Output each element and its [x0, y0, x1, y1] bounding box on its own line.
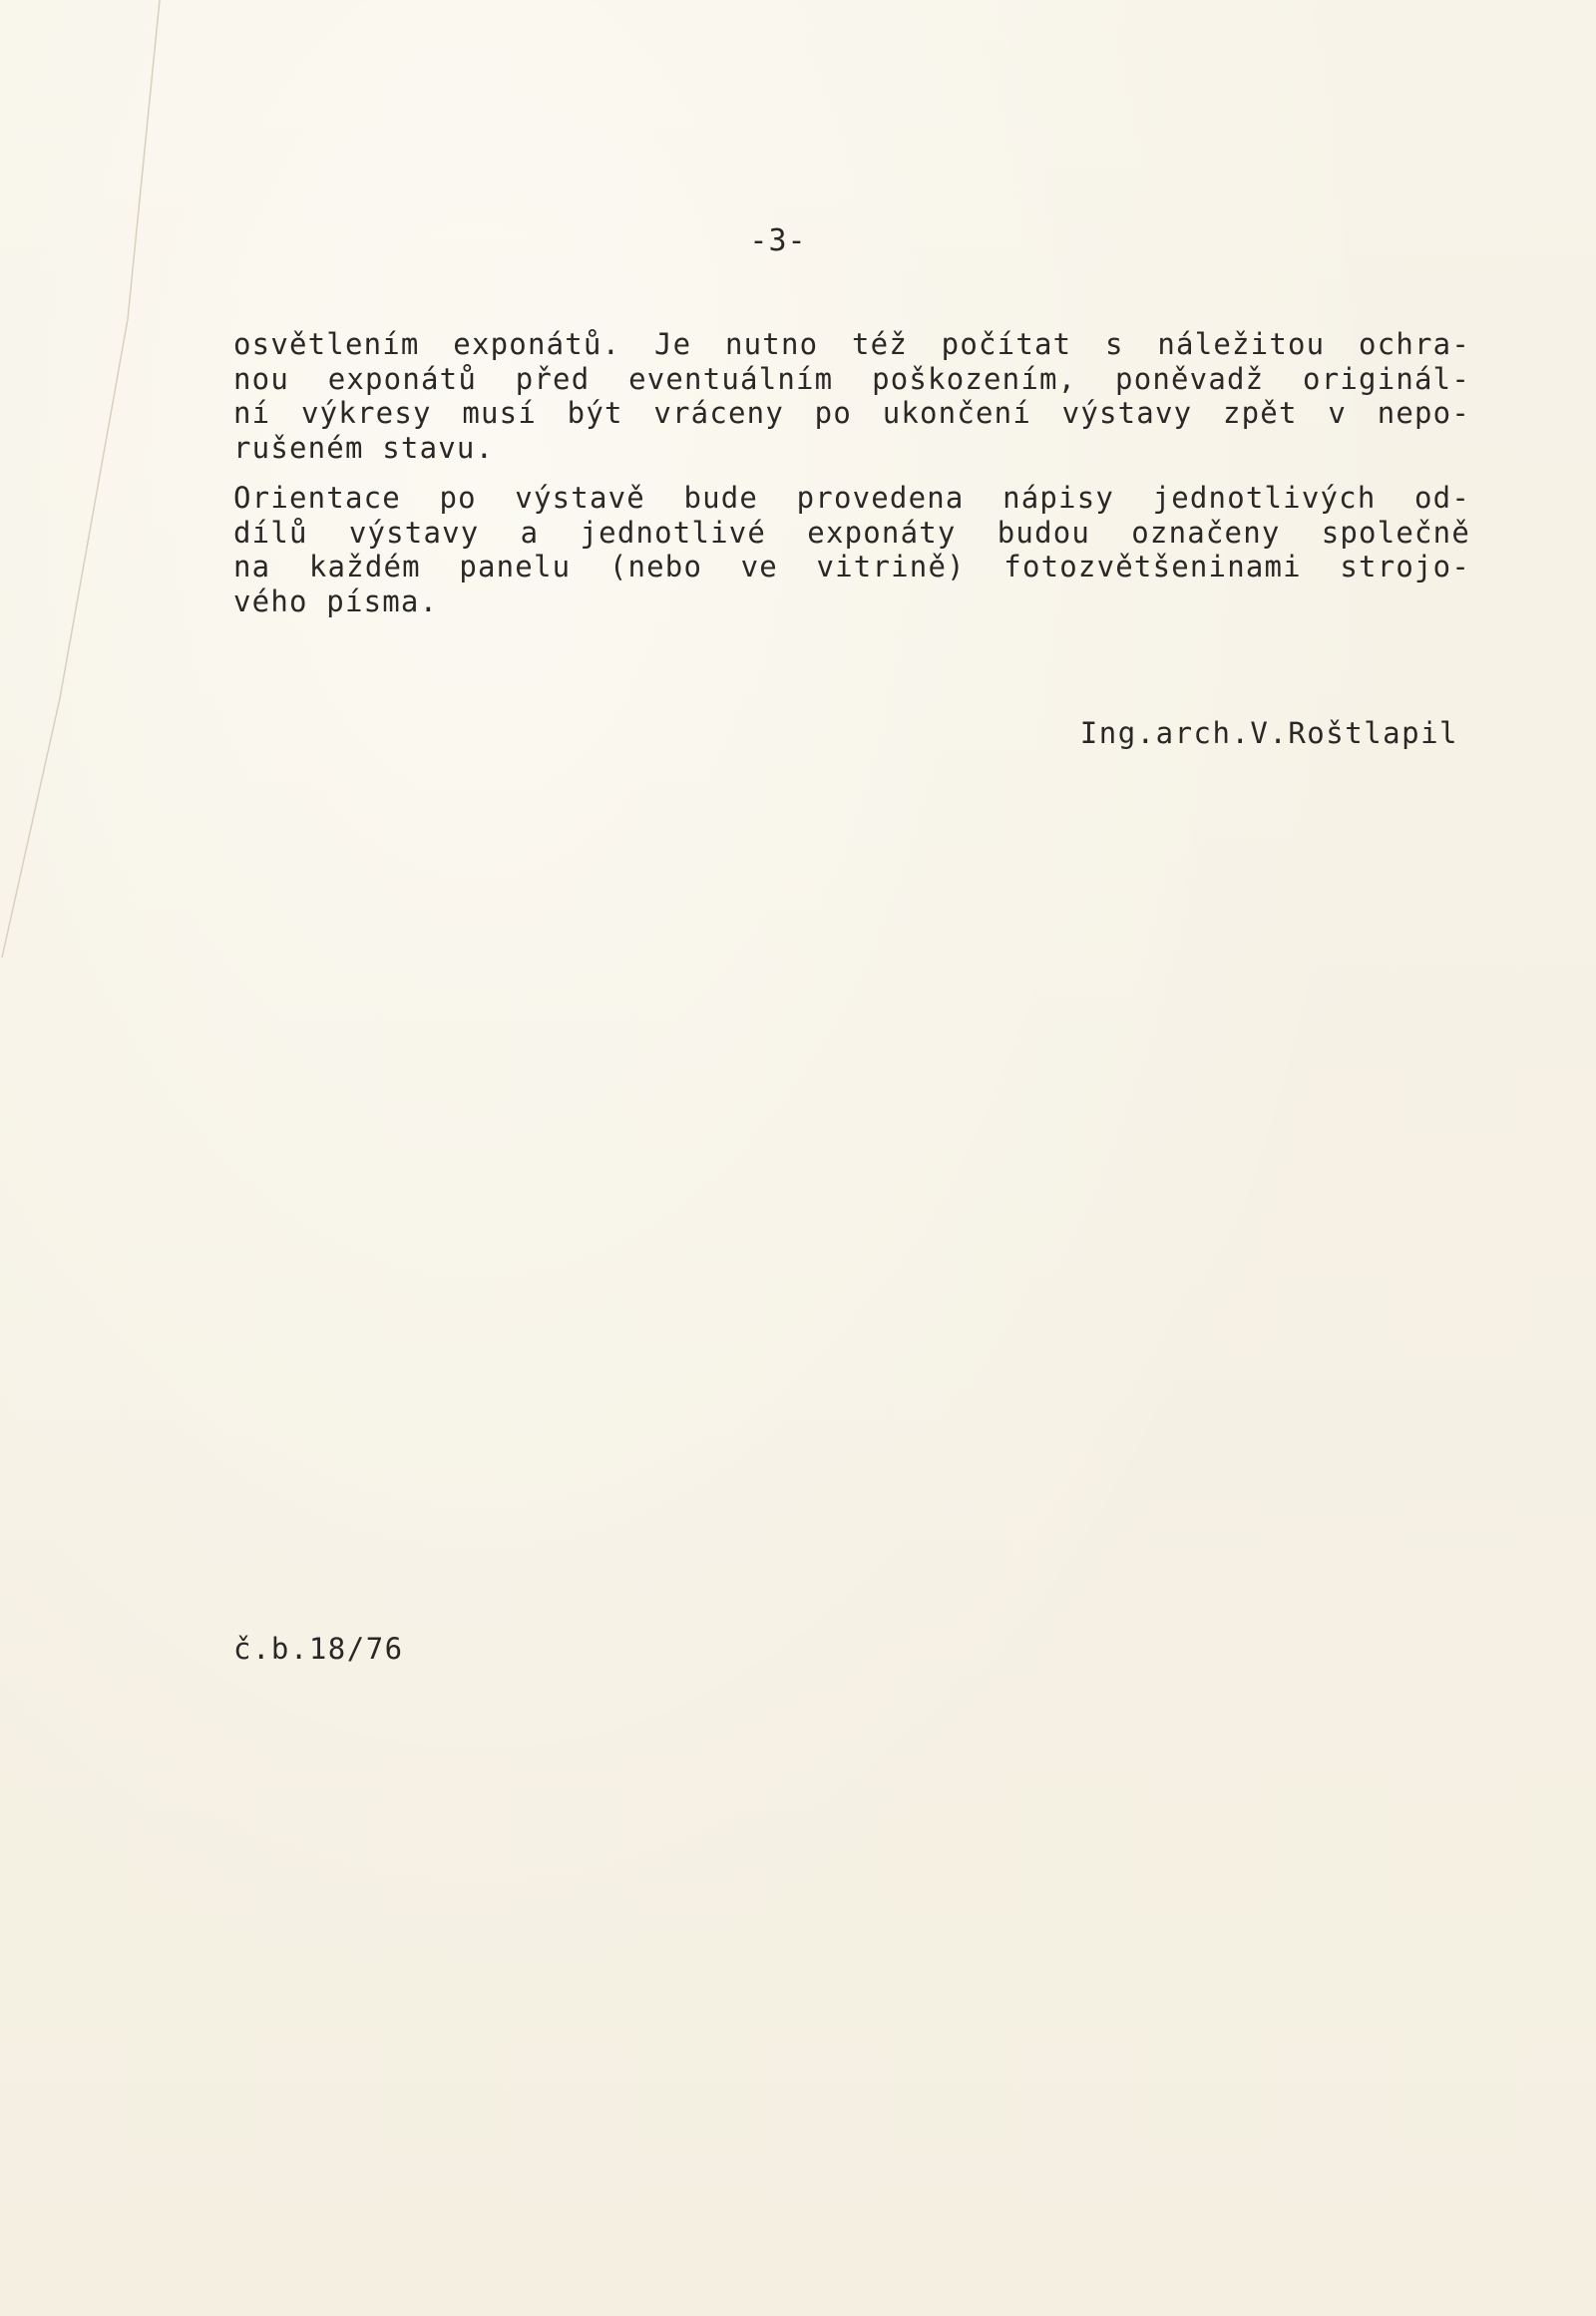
- paragraph-line: na každém panelu (nebo ve vitrině) fotozvětšeninami strojo-: [233, 550, 1470, 583]
- paragraph-orientation: [233, 481, 1470, 618]
- paragraph-line: dílů výstavy a jednotlivé exponáty budou označeny společně: [233, 515, 1470, 550]
- page-edge-shadow: [0, 0, 200, 997]
- paragraph-line: nou exponátů před eventuálním poškozením, poněvadž originál-: [233, 361, 1470, 396]
- reference-number: č.b.18/76: [233, 1632, 404, 1666]
- paragraph-line: rušeném stavu.: [233, 430, 495, 465]
- paragraph-line: Orientace po výstavě bude provedena nápisy jednotlivých od-: [233, 481, 1470, 515]
- signature: Ing.arch.V.Roštlapil: [1079, 716, 1458, 750]
- paragraph-exhibit-protection: [233, 327, 1470, 465]
- page-number: -3-: [749, 223, 807, 258]
- paragraph-line: vého písma.: [233, 583, 439, 618]
- paragraph-line: ní výkresy musí být vráceny po ukončení výstavy zpět v nepo-: [233, 396, 1470, 430]
- paragraph-line: osvětlením exponátů. Je nutno též počítat s náležitou ochra-: [233, 327, 1470, 361]
